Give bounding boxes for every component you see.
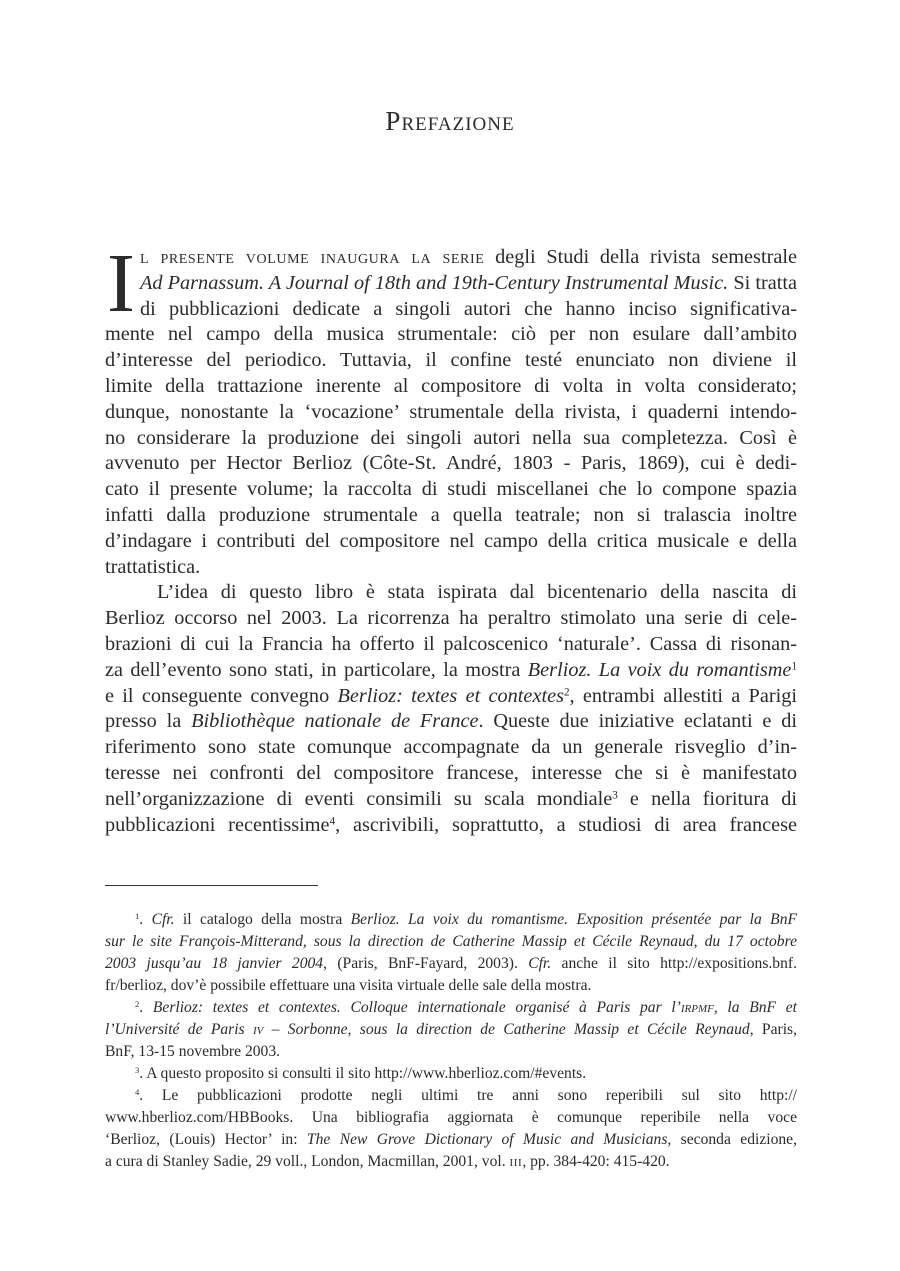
text-segment: , Paris, [749, 1021, 797, 1038]
footnote-line [105, 1041, 797, 1063]
text-segment: Cfr. [528, 955, 552, 972]
text-line [105, 451, 797, 477]
footnote-line [105, 1107, 797, 1129]
text-line [105, 709, 797, 735]
text-segment: cato il presente volume; la raccolta di studi miscellanei che lo compone spazia [105, 478, 797, 501]
text-line [105, 271, 797, 297]
footnote-divider [105, 885, 318, 886]
drop-cap: I [107, 237, 135, 330]
text-segment: www.hberlioz.com/HBBooks. Una bibliografia aggiornata è comunque reperibile nella voce [105, 1109, 797, 1126]
text-line [105, 297, 797, 323]
footnote-line [105, 1063, 797, 1085]
text-segment: presso la [105, 710, 192, 733]
footnote-marker: 1 [791, 660, 798, 673]
text-segment: riferimento sono state comunque accompagnate da un generale risveglio d’in- [105, 736, 797, 759]
page-title: Prefazione [385, 106, 515, 136]
text-segment: dunque, nonostante la ‘vocazione’ strumentale della rivista, i quaderni intendo- [105, 400, 797, 423]
footnote-marker: 3 [135, 1064, 140, 1075]
body-text [105, 237, 798, 838]
text-line [105, 735, 797, 761]
footnote-line [105, 975, 797, 997]
text-segment: Ad Parnassum. A Journal of 18th and 19th-Century Instrumental Music. [140, 271, 729, 294]
text-segment: Berlioz. La voix du romantisme. Exposition présentée par la BnF [350, 911, 798, 928]
text-segment: . A questo proposito si consulti il sito http://www.hberlioz.com/#events. [139, 1065, 587, 1082]
text-segment: , entrambi allestiti a Parigi [569, 684, 797, 707]
text-segment: , seconda edizione, [667, 1131, 797, 1148]
text-segment: e il conseguente convegno [105, 684, 338, 707]
text-segment: fr/berlioz, dov’è possibile effettuare una visita virtuale delle sale della mostra. [105, 977, 592, 994]
footnote-marker: 1 [135, 910, 140, 921]
text-segment: , pp. 384-420: 415-420. [522, 1153, 670, 1170]
text-line [105, 658, 797, 684]
text-segment: . Queste due iniziative eclatanti e di [478, 710, 797, 733]
text-segment: infatti dalla produzione strumentale a quella teatrale; non si tralascia inoltre [105, 503, 797, 526]
text-segment: , ascrivibili, soprattutto, a studiosi di area francese [335, 813, 797, 836]
text-line [105, 555, 797, 581]
text-segment: trattatistica. [105, 555, 201, 578]
text-segment: BnF, 13-15 novembre 2003. [105, 1043, 281, 1060]
text-line [105, 348, 797, 374]
text-segment: teresse nei confronti del compositore francese, interesse che si è manifestato [105, 761, 797, 784]
text-segment: limite della trattazione inerente al compositore di volta in volta considerato; [105, 374, 797, 397]
text-line [105, 503, 797, 529]
text-segment: e nella fioritura di [617, 787, 797, 810]
footnote-marker: 4 [329, 814, 336, 827]
text-segment: Bibliothèque nationale de France [191, 710, 479, 733]
text-line [105, 606, 797, 632]
text-segment: Berlioz: textes et contextes [337, 684, 564, 707]
footnote-marker: 3 [612, 789, 618, 802]
text-segment: Cfr. [151, 911, 175, 928]
text-line [105, 477, 797, 503]
footnote-line [105, 1129, 797, 1151]
text-segment: d’interesse del periodico. Tuttavia, il confine testé enunciato non diviene il [105, 349, 797, 372]
text-segment: za dell’evento sono stati, in particolare, la mostra [105, 658, 528, 681]
footnote-line [105, 1019, 797, 1041]
text-segment: Si tratta [728, 271, 797, 294]
text-segment: avvenuto per Hector Berlioz (Côte-St. André, 1803 - Paris, 1869), cui è dedi- [105, 452, 797, 475]
text-segment: Berlioz: textes et contextes. Colloque internationale organisé à Paris par l’ [152, 999, 681, 1016]
text-line [105, 580, 797, 606]
text-line [105, 632, 797, 658]
text-segment: , (Paris, BnF-Fayard, 2003). [323, 955, 529, 972]
text-segment: il catalogo della mostra [174, 911, 351, 928]
footnote-marker: 2 [563, 685, 570, 698]
footnote-line [105, 1151, 797, 1173]
text-segment: degli Studi della rivista semestrale [495, 246, 797, 268]
text-segment: 2003 jusqu’au 18 janvier 2004 [105, 955, 324, 972]
footnote-line [105, 953, 797, 975]
footnote-line [105, 997, 797, 1019]
footnote-line [105, 931, 797, 953]
text-segment: ‘Berlioz, (Louis) Hector’ in: [105, 1131, 307, 1148]
text-segment: anche il sito http://expositions.bnf. [551, 955, 797, 972]
text-line [105, 400, 797, 426]
text-segment: d’indagare i contributi del compositore nel campo della critica musicale e della [105, 529, 797, 552]
text-segment: . [139, 999, 153, 1016]
text-segment: no considerare la produzione dei singoli autori nella sua completezza. Così è [105, 426, 797, 449]
footnotes [105, 909, 797, 1173]
text-line [105, 245, 797, 271]
text-segment: nell’organizzazione di eventi consimili su scala mondiale [105, 787, 613, 810]
text-segment: iv [252, 1021, 264, 1038]
text-segment: l’Université de Paris [105, 1021, 253, 1038]
footnote-line [105, 1085, 797, 1107]
text-segment: sur le site François-Mitterand, sous la direction de Catherine Massip et Cécile Reynaud, du 17 octobre [105, 933, 797, 950]
text-segment: . Le pubblicazioni prodotte negli ultimi tre anni sono reperibili sul sito http:// [139, 1087, 797, 1104]
text-segment: , la BnF et [713, 999, 797, 1016]
text-line [105, 529, 797, 555]
text-segment: . [139, 911, 152, 928]
text-line [105, 322, 797, 348]
text-segment: L’idea di questo libro è stata ispirata dal bicentenario della nascita di [157, 581, 797, 604]
footnote-marker: 2 [135, 998, 140, 1009]
text-segment: – Sorbonne, sous la direction de Catherine Massip et Cécile Reynaud [263, 1021, 750, 1038]
text-line [105, 426, 797, 452]
footnote-marker: 4 [135, 1086, 140, 1097]
text-segment: Berlioz occorso nel 2003. La ricorrenza ha peraltro stimolato una serie di cele- [105, 607, 797, 630]
text-segment: brazioni di cui la Francia ha offerto il palcoscenico ‘naturale’. Cassa di risonan- [105, 632, 797, 655]
text-segment: di pubblicazioni dedicate a singoli autori che hanno inciso significativa- [140, 297, 797, 320]
text-segment: a cura di Stanley Sadie, 29 voll., London, Macmillan, 2001, vol. [105, 1153, 510, 1170]
text-segment: iii [509, 1153, 523, 1170]
text-line [105, 684, 797, 710]
text-segment: l presente volume inaugura la serie [140, 246, 485, 268]
text-segment: Berlioz. La voix du romantisme [527, 658, 792, 681]
footnote-line [105, 909, 797, 931]
text-line [105, 761, 797, 787]
text-segment: pubblicazioni recentissime [105, 813, 330, 836]
text-line [105, 787, 797, 813]
text-line [105, 813, 797, 839]
text-segment: The New Grove Dictionary of Music and Musicians [306, 1131, 668, 1148]
text-segment: mente nel campo della musica strumentale: ciò per non esulare dall’ambito [105, 323, 797, 346]
text-line [105, 374, 797, 400]
text-segment: irpmf [680, 999, 714, 1016]
